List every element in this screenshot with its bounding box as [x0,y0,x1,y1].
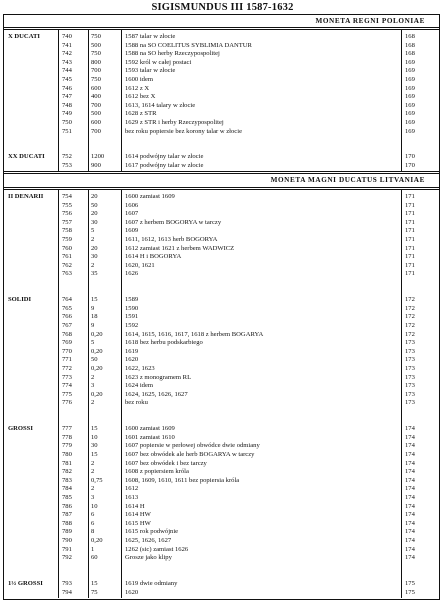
description-cell: 1607 bez obwódek i bez tarczy [125,459,207,467]
description-cell: 1614, 1615, 1616, 1617, 1618 z herbem BOGARYA [125,330,264,338]
catalog-number-cell: 763 [62,270,72,278]
rarity-cell: 35 [91,270,98,278]
description-cell: 1624 idem [125,382,154,390]
section-litvaniae [4,189,439,598]
denomination-cell: GROSSI [8,425,33,433]
description-cell: 1608 z popiersiem króla [125,468,189,476]
description-cell: 1600 zamiast 1609 [125,425,175,433]
rarity-cell: 750 [91,33,101,40]
description-cell: 1619 dwie odmiany [125,580,178,587]
page-number-cell: 171 [405,261,415,269]
description-cell: 1590 [125,304,139,312]
description-cell: 1629 z STR i herby Rzeczypospolitej [125,119,224,126]
page-number-cell: 173 [405,373,415,381]
description-cell: 1592 [125,322,139,329]
page-number-cell: 171 [405,227,415,235]
page-number-cell: 175 [405,588,415,596]
page-number-cell: 172 [405,330,415,338]
page-number-cell: 174 [405,425,415,433]
catalog-number-cell: 747 [62,93,72,101]
page-title: SIGISMUNDUS III 1587-1632 [151,2,294,13]
catalog-number-cell: 760 [62,244,72,252]
rarity-cell: 9 [91,304,95,312]
rarity-cell: 30 [91,253,98,261]
rarity-cell: 15 [91,296,98,304]
rarity-cell: 10 [91,502,98,510]
catalog-number-cell: 744 [62,67,72,75]
catalog-number-cell: 786 [62,502,72,510]
description-cell: 1617 podwójny talar w złocie [125,162,204,169]
description-cell: 1607 bez obwódek ale herb BOGARYA w tarczy [125,451,255,458]
page-number-cell: 174 [405,476,415,484]
rarity-cell: 20 [91,210,98,218]
page-number-cell: 174 [405,545,415,553]
description-cell: 1600 idem [125,76,154,83]
description-cell: bez roku [125,399,148,407]
description-cell: 1600 zamiast 1609 [125,193,175,200]
denomination-cell: XX DUCATI [8,153,45,161]
denomination-cell: SOLIDI [8,296,32,304]
description-cell: 1615 rok podwójnie [125,528,179,536]
table-row [4,588,439,597]
table-row [4,161,439,170]
catalog-number-cell: 771 [62,356,72,364]
catalog-number-cell: 766 [62,313,72,321]
description-cell: 1615 HW [125,519,151,527]
catalog-number-cell: 756 [62,210,72,218]
rarity-cell: 50 [91,356,98,364]
rarity-cell: 0,20 [91,537,103,544]
page-number-cell: 174 [405,519,415,527]
catalog-number-cell: 789 [62,528,72,536]
rarity-cell: 30 [91,218,98,226]
catalog-number-cell: 745 [62,76,72,83]
description-cell: 1620 [125,356,139,364]
description-cell: 1611, 1612, 1613 herb BOGORYA [125,236,218,243]
catalog-table [3,14,440,600]
page-number-cell: 171 [405,218,415,226]
catalog-number-cell: 750 [62,119,72,126]
page-number-cell: 170 [405,162,415,169]
page-number-cell: 169 [405,119,415,126]
rarity-cell: 0,75 [91,476,103,484]
catalog-number-cell: 774 [62,382,72,390]
rarity-cell: 6 [91,511,95,519]
page-number-cell: 169 [405,76,415,83]
page-number-cell: 173 [405,347,415,355]
rarity-cell: 2 [91,459,95,467]
page-number-cell: 174 [405,554,415,562]
description-cell: 1614 H [125,502,145,510]
rarity-cell: 50 [91,201,98,209]
rarity-cell: 15 [91,425,98,433]
description-cell: 1612 zamiast 1621 z herbem WADWICZ [125,244,235,252]
page-number-cell: 173 [405,399,415,407]
catalog-number-cell: 780 [62,451,72,458]
description-cell: 1607 z herbem BOGORYA w tarczy [125,218,222,226]
page-number-cell: 169 [405,110,415,118]
page-number-cell: 169 [405,84,415,92]
section-header-poloniae: MONETA REGNI POLONIAE [315,17,425,25]
description-cell: 1614 podwójny talar w złocie [125,153,204,161]
description-cell: 1587 talar w złocie [125,33,176,40]
catalog-number-cell: 754 [62,193,72,200]
description-cell: 1613, 1614 talary w złocie [125,101,196,109]
page-number-cell: 172 [405,313,415,321]
description-cell: 1589 [125,296,139,304]
description-cell: Grosze jako klipy [125,554,172,562]
page-number-cell: 174 [405,451,415,458]
catalog-number-cell: 785 [62,494,72,501]
catalog-number-cell: 748 [62,101,72,109]
section-divider [4,171,439,172]
description-cell: 1608, 1609, 1610, 1611 bez popiersia króla [125,476,240,484]
page-number-cell: 171 [405,193,415,200]
page-number-cell: 171 [405,210,415,218]
page-number-cell: 175 [405,580,415,587]
page-number-cell: 173 [405,382,415,390]
rarity-cell: 75 [91,588,98,596]
catalog-number-cell: 787 [62,511,72,519]
page-number-cell: 174 [405,468,415,476]
catalog-number-cell: 769 [62,339,72,347]
catalog-number-cell: 765 [62,304,72,312]
catalog-number-cell: 781 [62,459,72,467]
description-cell: 1601 zamiast 1610 [125,433,175,441]
catalog-number-cell: 762 [62,261,72,269]
page-number-cell: 174 [405,442,415,450]
description-cell: 1620 [125,588,139,596]
page-number-cell: 173 [405,339,415,347]
rarity-cell: 0,20 [91,330,103,338]
denomination-cell: X DUCATI [8,33,40,40]
page-number-cell: 174 [405,528,415,536]
page-number-cell: 173 [405,356,415,364]
page-number-cell: 172 [405,322,415,329]
description-cell: 1262 (sic) zamiast 1626 [125,545,189,553]
catalog-number-cell: 783 [62,476,72,484]
rarity-cell: 700 [91,127,101,135]
description-cell: 1622, 1623 [125,365,155,372]
catalog-number-cell: 788 [62,519,72,527]
rarity-cell: 3 [91,382,95,390]
page-number-cell: 170 [405,153,415,161]
description-cell: 1592 król w całej postaci [125,58,192,66]
page-number-cell: 172 [405,304,415,312]
rarity-cell: 2 [91,399,95,407]
catalog-number-cell: 749 [62,110,72,118]
description-cell: 1588 na SO herby Rzeczypospolitej [125,50,220,58]
rarity-cell: 800 [91,58,101,66]
page-number-cell: 169 [405,67,415,75]
description-cell: 1609 [125,227,139,235]
rarity-cell: 600 [91,84,101,92]
description-cell: 1612 bez X [125,93,156,101]
catalog-number-cell: 742 [62,50,72,58]
page-number-cell: 169 [405,127,415,135]
catalog-number-cell: 791 [62,545,72,553]
rarity-cell: 500 [91,41,101,49]
page-number-cell: 174 [405,537,415,544]
description-cell: 1614 HW [125,511,151,519]
catalog-number-cell: 740 [62,33,72,40]
denomination-cell: II DENARII [8,193,44,200]
rarity-cell: 5 [91,227,95,235]
rarity-cell: 600 [91,119,101,126]
description-cell: 1593 talar w złocie [125,67,176,75]
page-number-cell: 169 [405,58,415,66]
description-cell: 1628 z STR [125,110,157,118]
rarity-cell: 700 [91,67,101,75]
rarity-cell: 18 [91,313,98,321]
rarity-cell: 750 [91,76,101,83]
page-number-cell: 169 [405,101,415,109]
description-cell: 1624, 1625, 1626, 1627 [125,390,188,398]
page-number-cell: 174 [405,502,415,510]
catalog-number-cell: 776 [62,399,72,407]
rarity-cell: 2 [91,373,95,381]
page-number-cell: 173 [405,365,415,372]
catalog-number-cell: 778 [62,433,72,441]
description-cell: 1618 bez herbu podskarbiego [125,339,203,347]
description-cell: 1614 H i BOGORYA [125,253,182,261]
page-number-cell: 171 [405,253,415,261]
page-number-cell: 172 [405,296,415,304]
rarity-cell: 500 [91,110,101,118]
page-number-cell: 174 [405,433,415,441]
description-cell: 1612 [125,485,139,493]
page-number-cell: 168 [405,33,415,40]
catalog-number-cell: 790 [62,537,72,544]
rarity-cell: 10 [91,433,98,441]
rarity-cell: 2 [91,468,95,476]
description-cell: 1588 na SO COELITUS SYBLIMIA DANTUR [125,41,252,49]
catalog-number-cell: 777 [62,425,72,433]
rarity-cell: 20 [91,193,98,200]
denomination-cell: 1½ GROSSI [8,580,43,587]
rarity-cell: 700 [91,101,101,109]
description-cell: 1619 [125,347,139,355]
rarity-cell: 0,20 [91,390,103,398]
rarity-cell: 2 [91,485,95,493]
rarity-cell: 6 [91,519,95,527]
rarity-cell: 900 [91,162,101,169]
description-cell: 1612 z X [125,84,150,92]
rarity-cell: 15 [91,451,98,458]
header-divider [4,27,439,28]
catalog-number-cell: 759 [62,236,72,243]
page-number-cell: 173 [405,390,415,398]
page-number-cell: 171 [405,244,415,252]
page-number-cell: 169 [405,93,415,101]
description-cell: 1623 z monogramem RL [125,373,192,381]
catalog-number-cell: 794 [62,588,72,596]
rarity-cell: 1200 [91,153,105,161]
catalog-number-cell: 757 [62,218,72,226]
rarity-cell: 8 [91,528,95,536]
catalog-number-cell: 743 [62,58,72,66]
page-number-cell: 174 [405,485,415,493]
rarity-cell: 400 [91,93,101,101]
description-cell: 1606 [125,201,139,209]
catalog-number-cell: 773 [62,373,72,381]
catalog-number-cell: 772 [62,365,72,372]
rarity-cell: 30 [91,442,98,450]
catalog-number-cell: 775 [62,390,72,398]
rarity-cell: 0,20 [91,365,103,372]
section-divider [4,173,439,174]
rarity-cell: 9 [91,322,95,329]
page-number-cell: 171 [405,270,415,278]
catalog-number-cell: 761 [62,253,72,261]
page-number-cell: 174 [405,494,415,501]
page-number-cell: 174 [405,511,415,519]
rarity-cell: 60 [91,554,98,562]
catalog-number-cell: 751 [62,127,72,135]
page-number-cell: 171 [405,201,415,209]
rarity-cell: 750 [91,50,101,58]
rarity-cell: 2 [91,236,95,243]
catalog-number-cell: 764 [62,296,72,304]
description-cell: bez roku popiersie bez korony talar w złocie [125,127,242,135]
catalog-number-cell: 782 [62,468,72,476]
catalog-number-cell: 784 [62,485,72,493]
description-cell: 1626 [125,270,139,278]
section-header-litvaniae: MONETA MAGNI DUCATUS LITVANIAE [270,176,425,184]
rarity-cell: 3 [91,494,95,501]
rarity-cell: 0,20 [91,347,103,355]
header-divider [4,187,439,188]
catalog-number-cell: 746 [62,84,72,92]
catalog-number-cell: 758 [62,227,72,235]
rarity-cell: 5 [91,339,95,347]
catalog-number-cell: 741 [62,41,72,49]
rarity-cell: 1 [91,545,95,553]
catalog-number-cell: 792 [62,554,72,562]
catalog-number-cell: 768 [62,330,72,338]
catalog-number-cell: 770 [62,347,72,355]
rarity-cell: 20 [91,244,98,252]
page-number-cell: 171 [405,236,415,243]
catalog-number-cell: 779 [62,442,72,450]
description-cell: 1607 popiersie w perłowej obwódce dwie odmiany [125,442,260,450]
description-cell: 1620, 1621 [125,261,155,269]
catalog-number-cell: 793 [62,580,72,587]
catalog-number-cell: 755 [62,201,72,209]
rarity-cell: 2 [91,261,95,269]
description-cell: 1625, 1626, 1627 [125,537,172,544]
catalog-number-cell: 767 [62,322,72,329]
description-cell: 1591 [125,313,139,321]
description-cell: 1607 [125,210,139,218]
catalog-number-cell: 752 [62,153,72,161]
page-number-cell: 174 [405,459,415,467]
catalog-number-cell: 753 [62,162,72,169]
description-cell: 1613 [125,494,139,501]
section-poloniae [4,29,439,171]
page-number-cell: 168 [405,50,415,58]
rarity-cell: 15 [91,580,98,587]
page-number-cell: 168 [405,41,415,49]
